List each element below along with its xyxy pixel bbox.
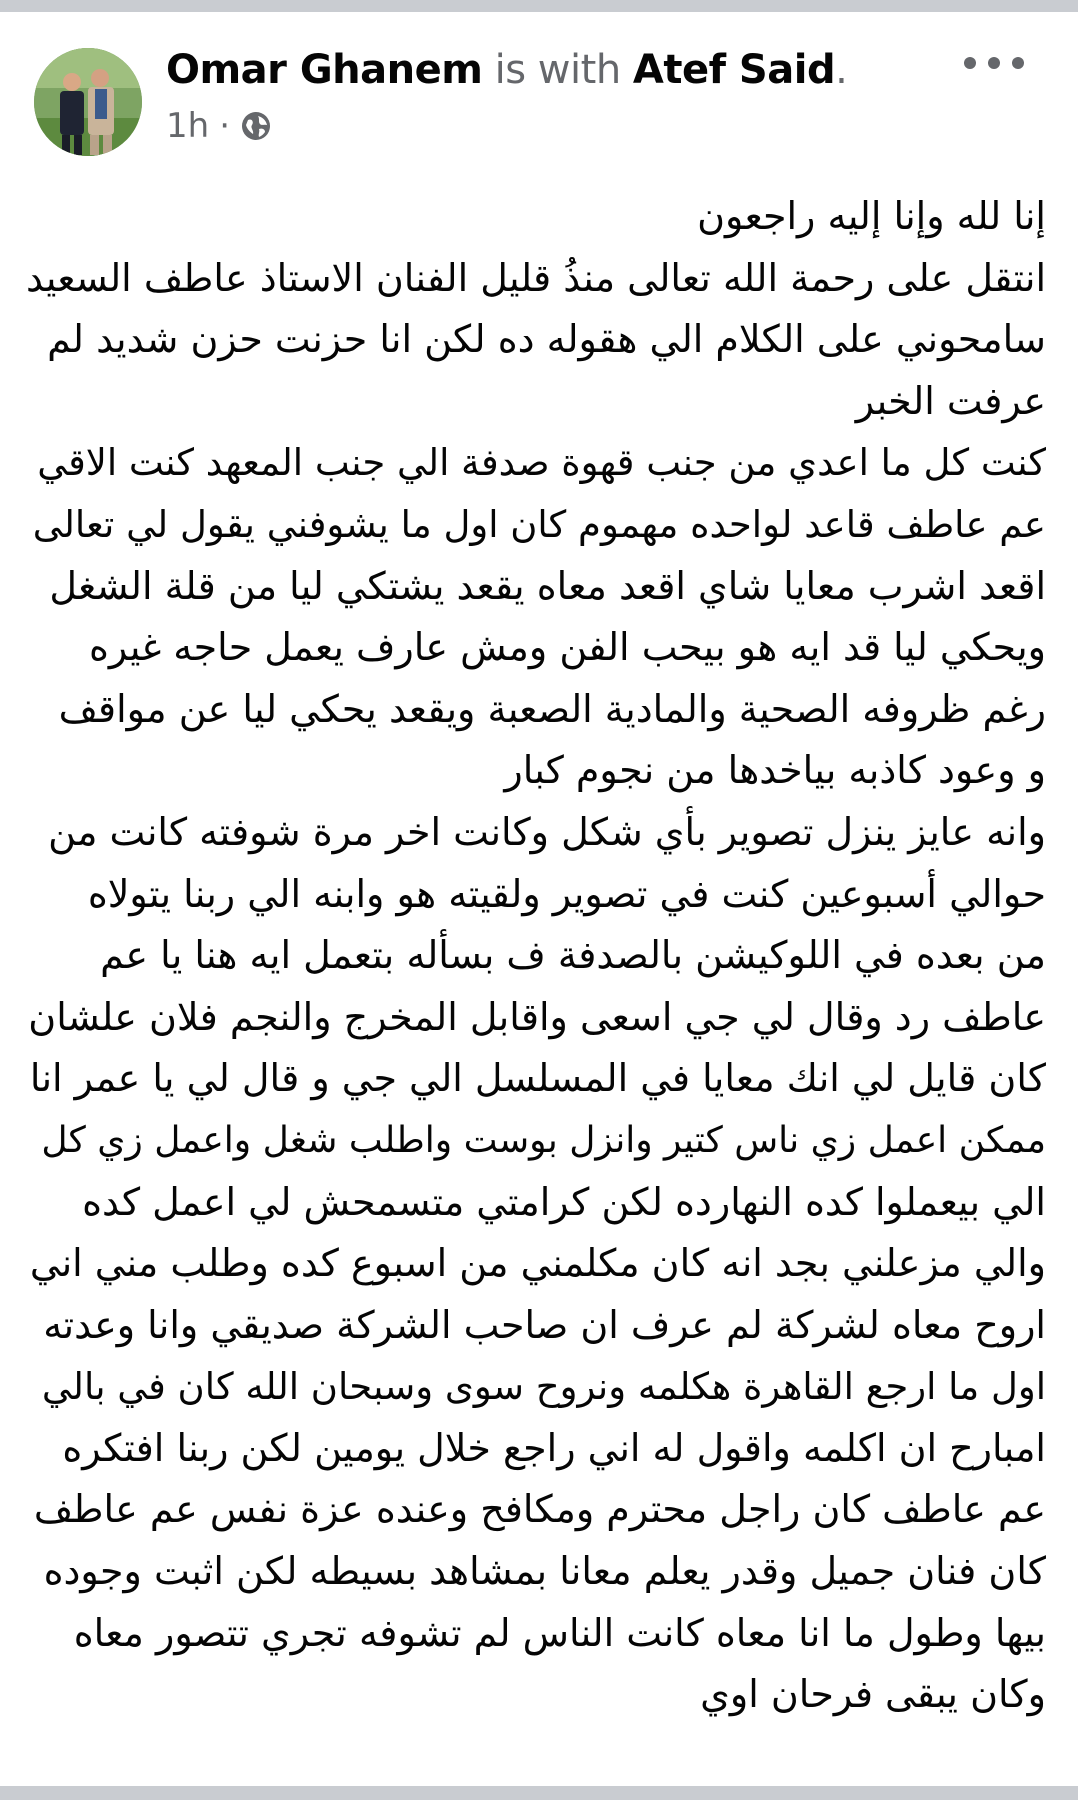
post-line: ممكن اعمل زي ناس كتير وانزل بوست واطلب شغل واعمل زي كل [41, 1119, 1046, 1161]
post-line: وكان يبقى فرحان اوي [700, 1672, 1046, 1717]
tagged-friend[interactable]: Atef Said [632, 47, 836, 93]
with-connector: is with [494, 47, 621, 93]
post-line: بيها وطول ما انا معاه كانت الناس لم تشوفه تجري تتصور معاه [73, 1610, 1046, 1655]
author-avatar[interactable] [34, 48, 142, 156]
post-line: سامحوني على الكلام الي هقوله ده لكن انا حزنت حزن شديد لم [47, 317, 1046, 362]
post-line: و وعود كاذبه بياخدها من نجوم كبار [504, 748, 1046, 793]
post-timestamp[interactable]: 1h [166, 106, 210, 146]
more-options-icon[interactable] [964, 48, 1024, 78]
meta-separator: · [219, 106, 230, 146]
post-text [20, 186, 1046, 1726]
post-line: كنت كل ما اعدي من جنب قهوة صدفة الي جنب المعهد كنت الاقي [37, 441, 1046, 485]
post-line: الي بيعملوا كده النهارده لكن كرامتي متسمحش لي اعمل كده [82, 1179, 1046, 1224]
post-line: عم عاطف قاعد لواحده مهموم كان اول ما يشوفني يقول لي تعالى [32, 502, 1046, 546]
author-name[interactable]: Omar Ghanem [166, 47, 483, 93]
post-line: انتقل على رحمة الله تعالى منذُ قليل الفنان الاستاذ عاطف السعيد [25, 255, 1046, 300]
post-line: إنا لله وإنا إليه راجعون [697, 194, 1046, 238]
post-line: كان قايل لي انك معايا في المسلسل الي جي و قال لي يا عمر انا [29, 1056, 1046, 1101]
post-line: امبارح ان اكلمه واقول له اني راجع خلال يومين لكن ربنا افتكره [62, 1425, 1046, 1470]
post-line: رغم ظروفه الصحية والمادية الصعبة ويقعد يحكي ليا عن مواقف [58, 686, 1046, 731]
header-period: . [835, 47, 848, 93]
top-divider [0, 0, 1078, 12]
post-line: حوالي أسبوعين كنت في تصوير ولقيته هو وابنه الي ربنا يتولاه [87, 871, 1046, 916]
post-line: وانه عايز ينزل تصوير بأي شكل وكانت اخر مرة شوفته كانت من [48, 809, 1046, 854]
post-line: ويحكي ليا قد ايه هو بيحب الفن ومش عارف يعمل حاجه غيره [88, 625, 1046, 670]
post-meta [166, 106, 272, 146]
post-line: اروح معاه لشركة لم عرف ان صاحب الشركة صديقي وانا وعدته [43, 1302, 1046, 1347]
avatar-photo [34, 48, 142, 156]
post-header [166, 44, 847, 96]
post-line: عاطف رد وقال لي جي اسعى واقابل المخرج والنجم فلان علشان [28, 994, 1046, 1039]
post-line: من بعده في اللوكيشن بالصدفة ف بسأله بتعمل ايه هنا يا عم [100, 933, 1046, 978]
bottom-divider [0, 1786, 1078, 1800]
post-line: والي مزعلني بجد انه كان مكلمني من اسبوع كده وطلب مني اني [29, 1241, 1046, 1286]
post-line: اقعد اشرب معايا شاي اقعد معاه يقعد يشتكي ليا من قلة الشغل [49, 563, 1046, 608]
post-line: اول ما ارجع القاهرة هكلمه ونروح سوى وسبحان الله كان في بالي [41, 1365, 1046, 1409]
post-line: كان فنان جميل وقدر يعلم معانا بمشاهد بسيطه لكن اثبت وجوده [43, 1549, 1046, 1594]
post-line: عرفت الخبر [855, 378, 1046, 423]
post-line: عم عاطف كان راجل محترم ومكافح وعنده عزة نفس عم عاطف [33, 1487, 1046, 1532]
globe-icon[interactable] [240, 110, 272, 142]
